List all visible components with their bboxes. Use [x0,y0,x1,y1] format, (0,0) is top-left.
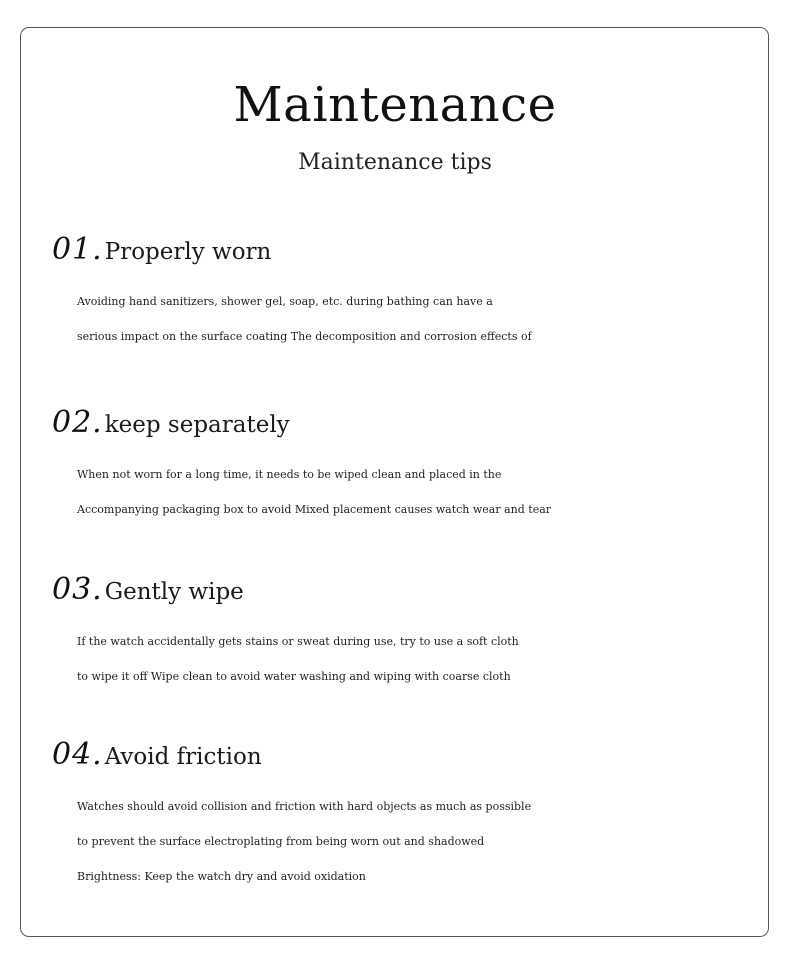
tip-text-line: Accompanying packaging box to avoid Mixed placement causes watch wear and tear [77,503,552,516]
page-title: Maintenance [233,77,557,133]
tip-body [77,624,772,694]
tip-heading [52,570,772,612]
tip-text-line: If the watch accidentally gets stains or sweat during use, try to use a soft cloth [77,635,519,648]
tip-title: Properly worn [104,239,272,265]
tip-text-line: When not worn for a long time, it needs to be wiped clean and placed in the [77,468,502,481]
tip-heading [52,230,772,272]
tip-section-4 [52,735,772,894]
tip-number: 02. [52,405,103,440]
tip-heading [52,735,772,777]
tip-title: keep separately [104,412,290,438]
tip-text-line: Avoiding hand sanitizers, shower gel, soap, etc. during bathing can have a [77,295,493,308]
tip-number: 04. [52,737,103,772]
page-subtitle: Maintenance tips [298,150,492,175]
tip-title: Gently wipe [104,579,244,605]
tip-section-1 [52,230,772,354]
tip-number: 03. [52,572,103,607]
tip-text-line: Brightness: Keep the watch dry and avoid oxidation [77,870,366,883]
tip-body [77,457,772,527]
tip-title: Avoid friction [104,744,262,770]
tip-number: 01. [52,232,103,267]
tip-body [77,789,772,894]
tip-section-2 [52,403,772,527]
tip-body [77,284,772,354]
tip-section-3 [52,570,772,694]
tip-text-line: serious impact on the surface coating The decomposition and corrosion effects of [77,330,532,343]
tip-text-line: Watches should avoid collision and friction with hard objects as much as possible [77,800,532,813]
tip-heading [52,403,772,445]
tip-text-line: to wipe it off Wipe clean to avoid water washing and wiping with coarse cloth [77,670,511,683]
tip-text-line: to prevent the surface electroplating from being worn out and shadowed [77,835,485,848]
